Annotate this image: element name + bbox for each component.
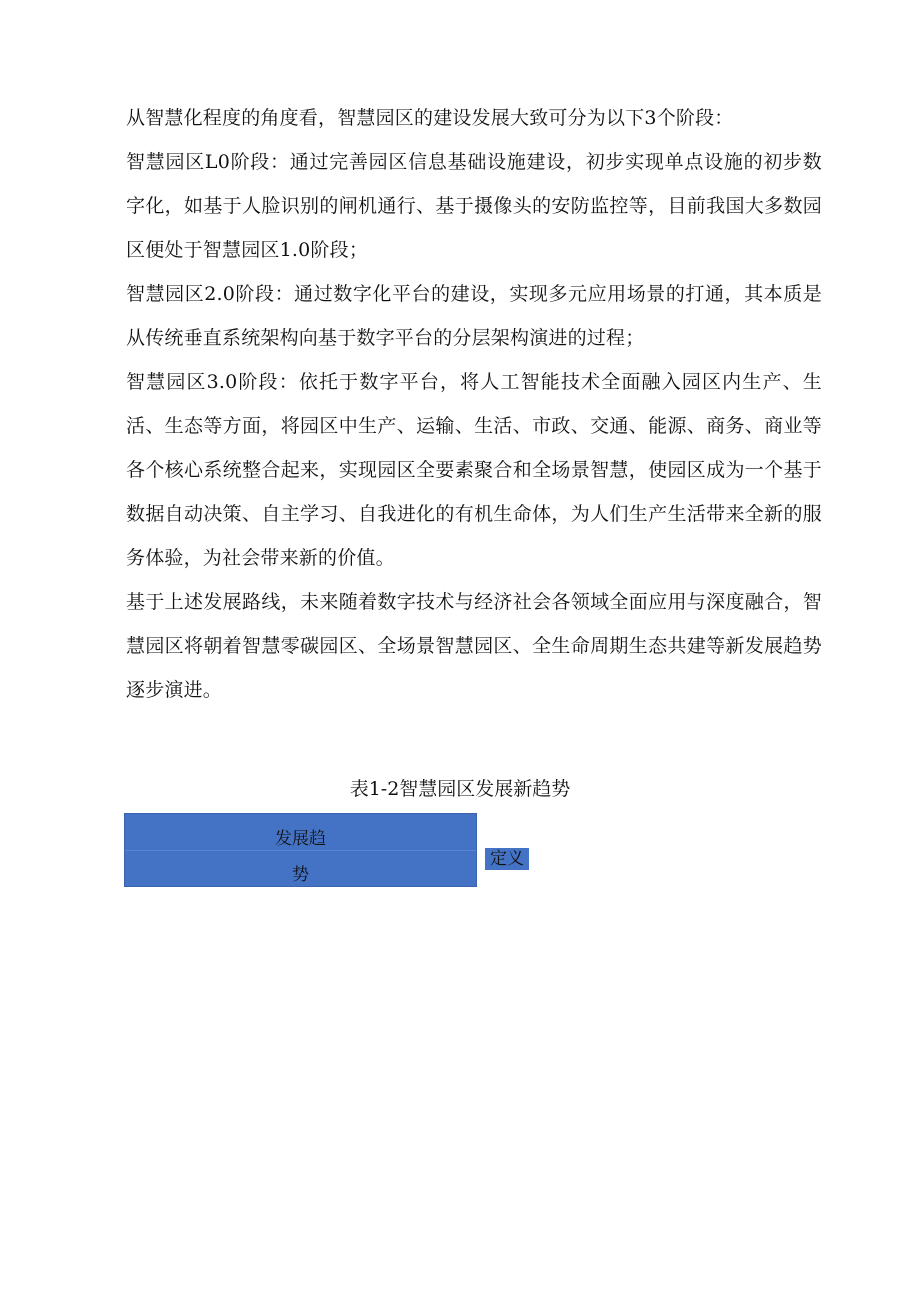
table-header-trend-line1: 发展趋 <box>275 829 326 849</box>
paragraph-stage-2: 智慧园区2.0阶段：通过数字化平台的建设，实现多元应用场景的打通，其本质是从传统垂直系统架构向基于数字平台的分层架构演进的过程； <box>126 283 822 349</box>
header-divider <box>125 850 476 851</box>
body-text <box>126 96 822 712</box>
table-header-trend-line2: 势 <box>292 865 309 885</box>
table-caption: 表1-2智慧园区发展新趋势 <box>349 778 571 800</box>
paragraph-outlook: 基于上述发展路线，未来随着数字技术与经济社会各领域全面应用与深度融合，智慧园区将朝着智慧零碳园区、全场景智慧园区、全生命周期生态共建等新发展趋势逐步演进。 <box>126 591 822 701</box>
paragraph-intro: 从智慧化程度的角度看，智慧园区的建设发展大致可分为以下3个阶段： <box>126 107 734 129</box>
table-header-trend <box>124 813 477 887</box>
paragraph-stage-1: 智慧园区L0阶段：通过完善园区信息基础设施建设，初步实现单点设施的初步数字化，如基于人脸识别的闸机通行、基于摄像头的安防监控等，目前我国大多数园区便处于智慧园区1.0阶段； <box>126 151 822 261</box>
table-header-definition: 定义 <box>485 848 529 870</box>
paragraph-stage-3: 智慧园区3.0阶段：依托于数字平台，将人工智能技术全面融入园区内生产、生活、生态等方面，将园区中生产、运输、生活、市政、交通、能源、商务、商业等各个核心系统整合起来，实现园区全要素聚合和全场景智慧，使园区成为一个基于数据自动决策、自主学习、自我进化的有机生命体，为人们生产生活带来全新的服务体验，为社会带来新的价值。 <box>126 371 822 569</box>
